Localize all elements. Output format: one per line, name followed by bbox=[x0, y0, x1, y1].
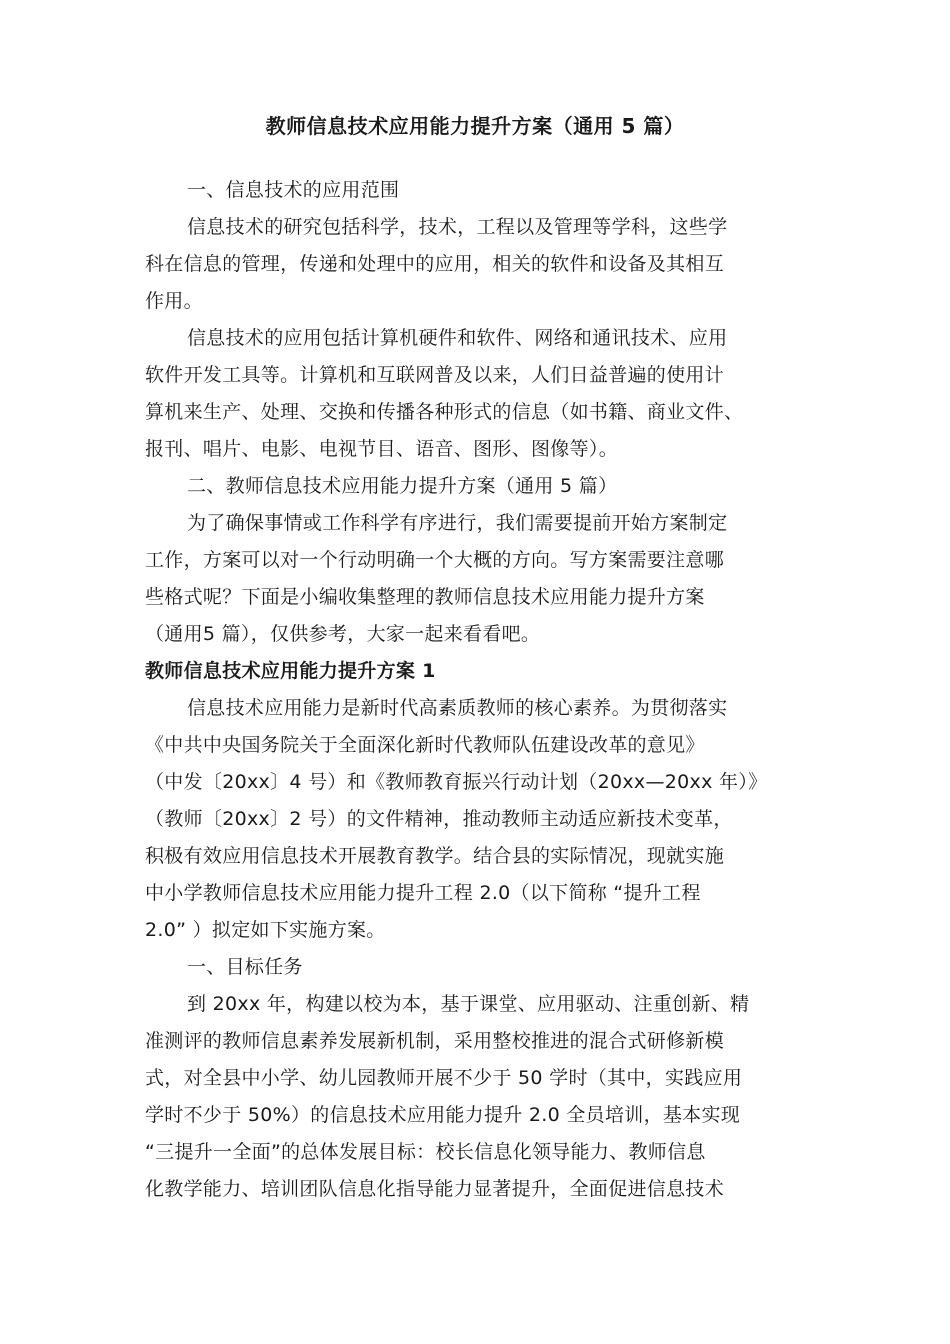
section-heading: 一、信息技术的应用范围 bbox=[187, 179, 400, 201]
paragraph-line: 软件开发工具等。计算机和互联网普及以来，人们日益普遍的使用计 bbox=[145, 364, 725, 386]
paragraph-line: 积极有效应用信息技术开展教育教学。结合县的实际情况，现就实施 bbox=[145, 845, 725, 867]
paragraph-line: 些格式呢？下面是小编收集整理的教师信息技术应用能力提升方案 bbox=[145, 586, 705, 608]
section-heading: 二、教师信息技术应用能力提升方案（通用 5 篇） bbox=[187, 475, 618, 497]
paragraph-line: （中发〔20xx〕4 号）和《教师教育振兴行动计划（20xx—20xx 年）》 bbox=[145, 771, 768, 793]
paragraph-line: 到 20xx 年，构建以校为本，基于课堂、应用驱动、注重创新、精 bbox=[187, 993, 750, 1015]
paragraph-line: “三提升一全面”的总体发展目标：校长信息化领导能力、教师信息 bbox=[145, 1141, 706, 1163]
document-title: 教师信息技术应用能力提升方案（通用 5 篇） bbox=[265, 114, 685, 138]
paragraph-line: 报刊、唱片、电影、电视节目、语音、图形、图像等）。 bbox=[145, 438, 619, 460]
paragraph-line: （通用5 篇），仅供参考，大家一起来看看吧。 bbox=[145, 623, 541, 645]
paragraph-line: 2.0” ）拟定如下实施方案。 bbox=[145, 919, 386, 941]
paragraph-line: 《中共中央国务院关于全面深化新时代教师队伍建设改革的意见》 bbox=[145, 734, 705, 756]
paragraph-line: 算机来生产、处理、交换和传播各种形式的信息（如书籍、商业文件、 bbox=[145, 401, 744, 423]
subsection-title: 教师信息技术应用能力提升方案 1 bbox=[145, 660, 436, 682]
paragraph-line: 式，对全县中小学、幼儿园教师开展不少于 50 学时（其中，实践应用 bbox=[145, 1067, 743, 1089]
paragraph-line: 准测评的教师信息素养发展新机制，采用整校推进的混合式研修新模 bbox=[145, 1030, 725, 1052]
paragraph-line: 作用。 bbox=[145, 290, 203, 312]
paragraph-line: 工作，方案可以对一个行动明确一个大概的方向。写方案需要注意哪 bbox=[145, 549, 725, 571]
paragraph-line: 学时不少于 50%）的信息技术应用能力提升 2.0 全员培训，基本实现 bbox=[145, 1104, 741, 1126]
paragraph-line: （教师〔20xx〕2 号）的文件精神，推动教师主动适应新技术变革， bbox=[145, 808, 733, 830]
section-heading: 一、目标任务 bbox=[187, 956, 303, 978]
paragraph-line: 科在信息的管理，传递和处理中的应用，相关的软件和设备及其相互 bbox=[145, 253, 725, 275]
paragraph-line: 信息技术的研究包括科学，技术，工程以及管理等学科，这些学 bbox=[187, 216, 728, 238]
paragraph-line: 为了确保事情或工作科学有序进行，我们需要提前开始方案制定 bbox=[187, 512, 728, 534]
paragraph-line: 信息技术的应用包括计算机硬件和软件、网络和通讯技术、应用 bbox=[187, 327, 728, 349]
paragraph-line: 化教学能力、培训团队信息化指导能力显著提升，全面促进信息技术 bbox=[145, 1178, 725, 1200]
paragraph-line: 中小学教师信息技术应用能力提升工程 2.0（以下简称 “提升工程 bbox=[145, 882, 701, 904]
paragraph-line: 信息技术应用能力是新时代高素质教师的核心素养。为贯彻落实 bbox=[187, 697, 728, 719]
